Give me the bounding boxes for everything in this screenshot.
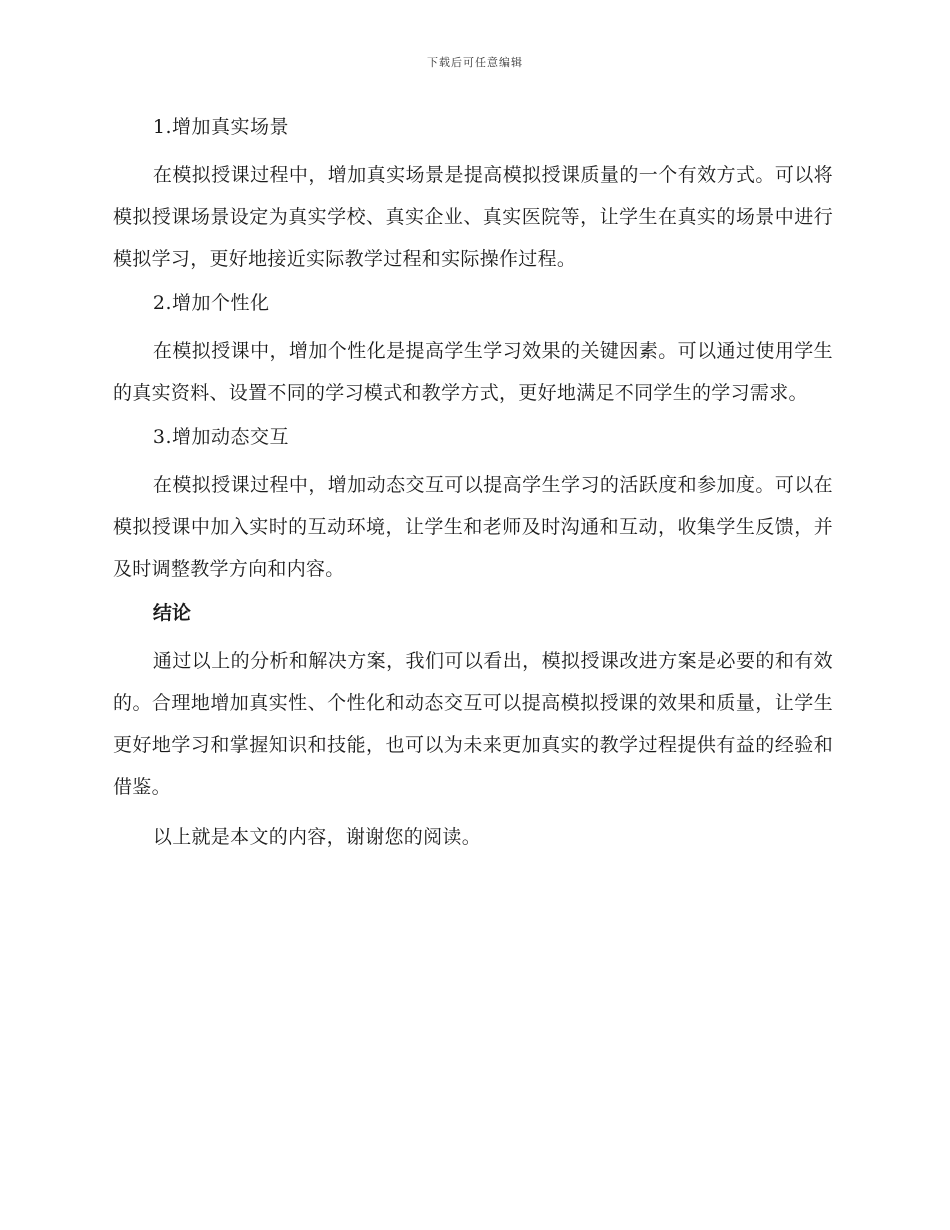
section-paragraph-2: 在模拟授课中，增加个性化是提高学生学习效果的关键因素。可以通过使用学生的真实资料、设置不同的学习模式和教学方式，更好地满足不同学生的学习需求。 [113, 340, 833, 404]
section-paragraph-1: 在模拟授课过程中，增加真实场景是提高模拟授课质量的一个有效方式。可以将模拟授课场景设定为真实学校、真实企业、真实医院等，让学生在真实的场景中进行模拟学习，更好地接近实际教学过程和实际操作过程。 [113, 164, 833, 270]
conclusion-paragraph-1: 通过以上的分析和解决方案，我们可以看出，模拟授课改进方案是必要的和有效的。合理地增加真实性、个性化和动态交互可以提高模拟授课的效果和质量，让学生更好地学习和掌握知识和技能，也可以为未来更加真实的教学过程提供有益的经验和借鉴。 [113, 650, 833, 798]
conclusion-title: 结论 [152, 602, 191, 624]
section-heading-2: 2.增加个性化 [152, 292, 270, 314]
conclusion-paragraph-2: 以上就是本文的内容，谢谢您的阅读。 [152, 826, 481, 848]
document-body [113, 112, 833, 866]
page-header: 下载后可任意编辑 [427, 56, 523, 69]
section-paragraph-3: 在模拟授课过程中，增加动态交互可以提高学生学习的活跃度和参加度。可以在模拟授课中加入实时的互动环境，让学生和老师及时沟通和互动，收集学生反馈，并及时调整教学方向和内容。 [113, 474, 833, 580]
section-heading-3: 3.增加动态交互 [152, 426, 290, 448]
section-heading-1: 1.增加真实场景 [152, 116, 290, 138]
